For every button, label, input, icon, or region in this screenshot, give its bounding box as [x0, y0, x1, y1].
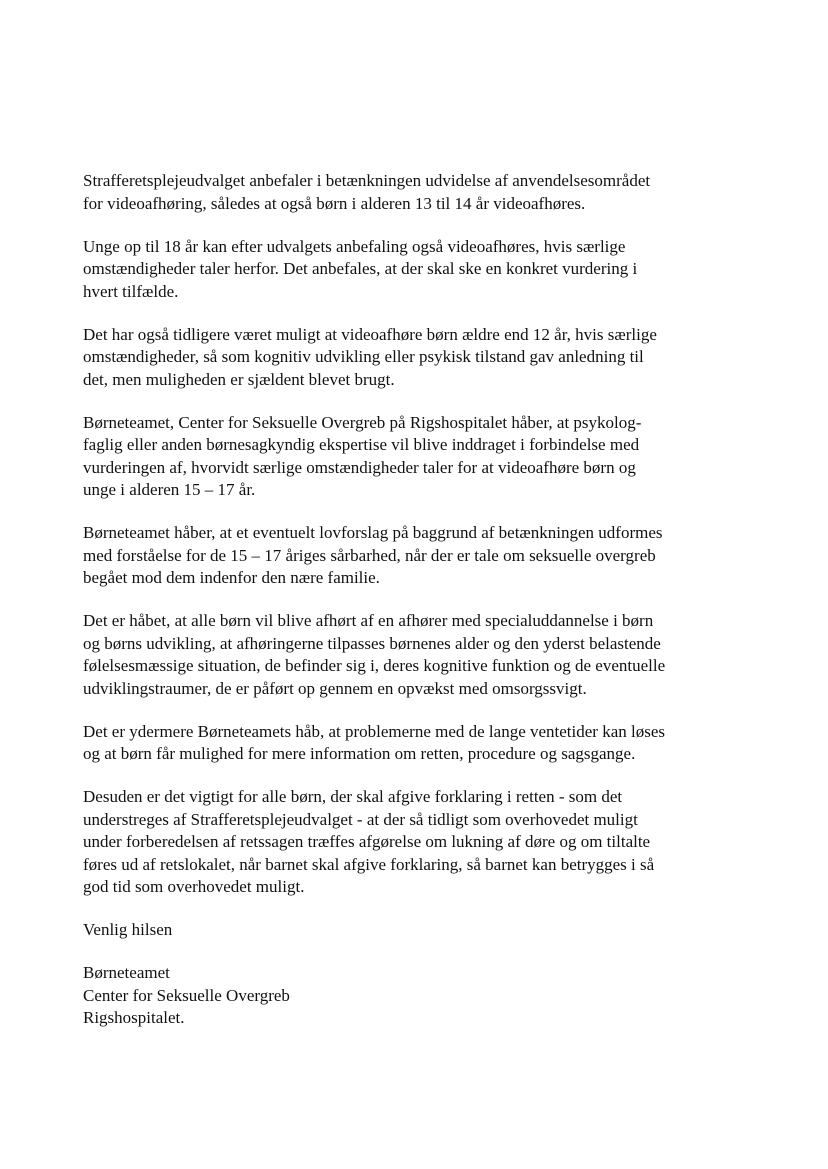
text-line: Strafferetsplejeudvalget anbefaler i betænkningen udvidelse af anvendelsesområdet [83, 171, 651, 190]
text-line: følelsesmæssige situation, de befinder sig i, deres kognitive funktion og de eventuelle [83, 656, 666, 675]
text-line: hvert tilfælde. [83, 281, 179, 301]
closing-salutation [83, 919, 753, 942]
paragraph-4 [83, 412, 753, 502]
text-line: Unge op til 18 år kan efter udvalgets anbefaling også videoafhøres, hvis særlige [83, 236, 626, 256]
text-line: unge i alderen 15 – 17 år. [83, 480, 256, 499]
text-line: Desuden er det vigtigt for alle børn, der skal afgive forklaring i retten - som det [83, 787, 623, 806]
text-line: udviklingstraumer, de er påført op gennem en opvækst med omsorgssvigt. [83, 678, 587, 698]
paragraph-1 [83, 170, 753, 215]
text-line: det, men muligheden er sjældent blevet brugt. [83, 369, 395, 389]
paragraph-6 [83, 610, 753, 700]
text-line: for videoafhøring, således at også børn i alderen 13 til 14 år videoafhøres. [83, 193, 586, 213]
signature-hospital: Rigshospitalet. [83, 1008, 185, 1027]
text-line: begået mod dem indenfor den nære familie. [83, 568, 380, 587]
paragraph-3 [83, 324, 753, 392]
paragraph-5 [83, 522, 753, 590]
text-line: Det er håbet, at alle børn vil blive afhørt af en afhører med specialuddannelse i børn [83, 611, 654, 630]
closing-text: Venlig hilsen [83, 920, 173, 939]
text-line: Børneteamet, Center for Seksuelle Overgreb på Rigshospitalet håber, at psykolog- [83, 412, 642, 432]
paragraph-7 [83, 721, 753, 766]
text-line: og børns udvikling, at afhøringerne tilpasses børnenes alder og den yderst belastende [83, 633, 661, 653]
text-line: under forberedelsen af retssagen træffes afgørelse om lukning af døre og om tiltalte [83, 832, 651, 851]
text-line: og at børn får mulighed for mere information om retten, procedure og sagsgange. [83, 744, 636, 763]
text-line: omstændigheder, så som kognitiv udvikling eller psykisk tilstand gav anledning til [83, 347, 644, 366]
signature-center: Center for Seksuelle Overgreb [83, 985, 290, 1005]
text-line: vurderingen af, hvorvidt særlige omstændigheder taler for at videoafhøre børn og [83, 457, 636, 477]
paragraph-2 [83, 236, 753, 304]
text-line: omstændigheder taler herfor. Det anbefales, at der skal ske en konkret vurdering i [83, 259, 638, 278]
text-line: understreges af Strafferetsplejeudvalget - at der så tidligt som overhovedet muligt [83, 809, 638, 829]
text-line: Det er ydermere Børneteamets håb, at problemerne med de lange ventetider kan løses [83, 721, 666, 741]
text-line: faglig eller anden børnesagkyndig ekspertise vil blive inddraget i forbindelse med [83, 435, 640, 454]
text-line: god tid som overhovedet muligt. [83, 877, 305, 896]
letter-body [83, 170, 753, 1050]
signature-team: Børneteamet [83, 963, 170, 982]
signature-block [83, 962, 753, 1030]
paragraph-8 [83, 786, 753, 899]
text-line: føres ud af retslokalet, når barnet skal afgive forklaring, så barnet kan betrygges i så [83, 854, 655, 874]
text-line: Det har også tidligere været muligt at videoafhøre børn ældre end 12 år, hvis særlige [83, 324, 657, 344]
text-line: Børneteamet håber, at et eventuelt lovforslag på baggrund af betænkningen udformes [83, 523, 663, 542]
text-line: med forståelse for de 15 – 17 åriges sårbarhed, når der er tale om seksuelle overgreb [83, 545, 656, 565]
